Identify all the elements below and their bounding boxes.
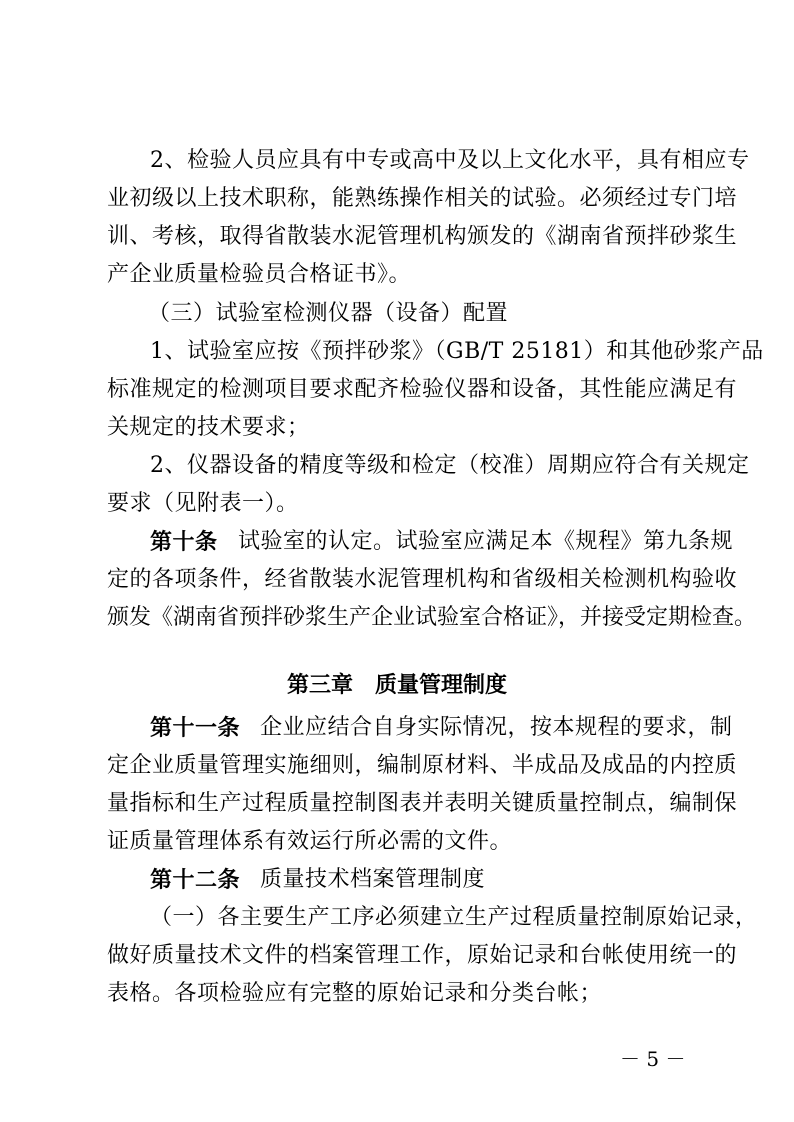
paragraph-2-line-3: 训、考核，取得省散装水泥管理机构颁发的《湖南省预拌砂浆生 xyxy=(107,224,738,249)
article-10-line-2: 定的各项条件，经省散装水泥管理机构和省级相关检测机构验收 xyxy=(107,567,738,592)
section-3-title: （三）试验室检测仪器（设备）配置 xyxy=(148,301,509,326)
paragraph-2-line-4: 产企业质量检验员合格证书》。 xyxy=(107,262,412,287)
article-12-sub-1-line-2: 做好质量技术文件的档案管理工作，原始记录和台帐使用统一的 xyxy=(107,943,738,968)
article-11-label: 第十一条 xyxy=(150,715,241,741)
item-1-line-1: 1、试验室应按《预拌砂浆》（GB/T 25181）和其他砂浆产品 xyxy=(150,339,764,364)
article-12-title: 质量技术档案管理制度 xyxy=(260,867,486,892)
article-10-label: 第十条 xyxy=(150,529,218,555)
item-2-line-1: 2、仪器设备的精度等级和检定（校准）周期应符合有关规定 xyxy=(150,453,750,478)
article-11-line-4: 证质量管理体系有效运行所必需的文件。 xyxy=(107,829,513,854)
paragraph-2-line-1: 2、检验人员应具有中专或高中及以上文化水平，具有相应专 xyxy=(150,148,750,173)
chapter-3-heading: 第三章 质量管理制度 xyxy=(286,672,507,698)
article-11-line-1: 企业应结合自身实际情况，按本规程的要求，制 xyxy=(260,715,733,740)
article-11-line-3: 量指标和生产过程质量控制图表并表明关键质量控制点，编制保 xyxy=(107,791,738,816)
item-1-line-3: 关规定的技术要求； xyxy=(107,415,310,440)
item-2-line-2: 要求（见附表一）。 xyxy=(107,491,299,516)
article-11-line-2: 定企业质量管理实施细则，编制原材料、半成品及成品的内控质 xyxy=(107,753,738,778)
article-12-sub-1-line-3: 表格。各项检验应有完整的原始记录和分类台帐； xyxy=(107,981,603,1006)
item-1-line-2: 标准规定的检测项目要求配齐检验仪器和设备，其性能应满足有 xyxy=(107,377,738,402)
article-10-line-3: 颁发《湖南省预拌砂浆生产企业试验室合格证》，并接受定期检查。 xyxy=(107,605,757,630)
article-12-sub-1-line-1: （一）各主要生产工序必须建立生产过程质量控制原始记录， xyxy=(150,905,758,930)
article-12-label: 第十二条 xyxy=(150,867,241,893)
paragraph-2-line-2: 业初级以上技术职称，能熟练操作相关的试验。必须经过专门培 xyxy=(107,186,738,211)
page-number: － 5 － xyxy=(620,1047,686,1071)
article-10-line-1: 试验室的认定。试验室应满足本《规程》第九条规 xyxy=(238,529,734,554)
